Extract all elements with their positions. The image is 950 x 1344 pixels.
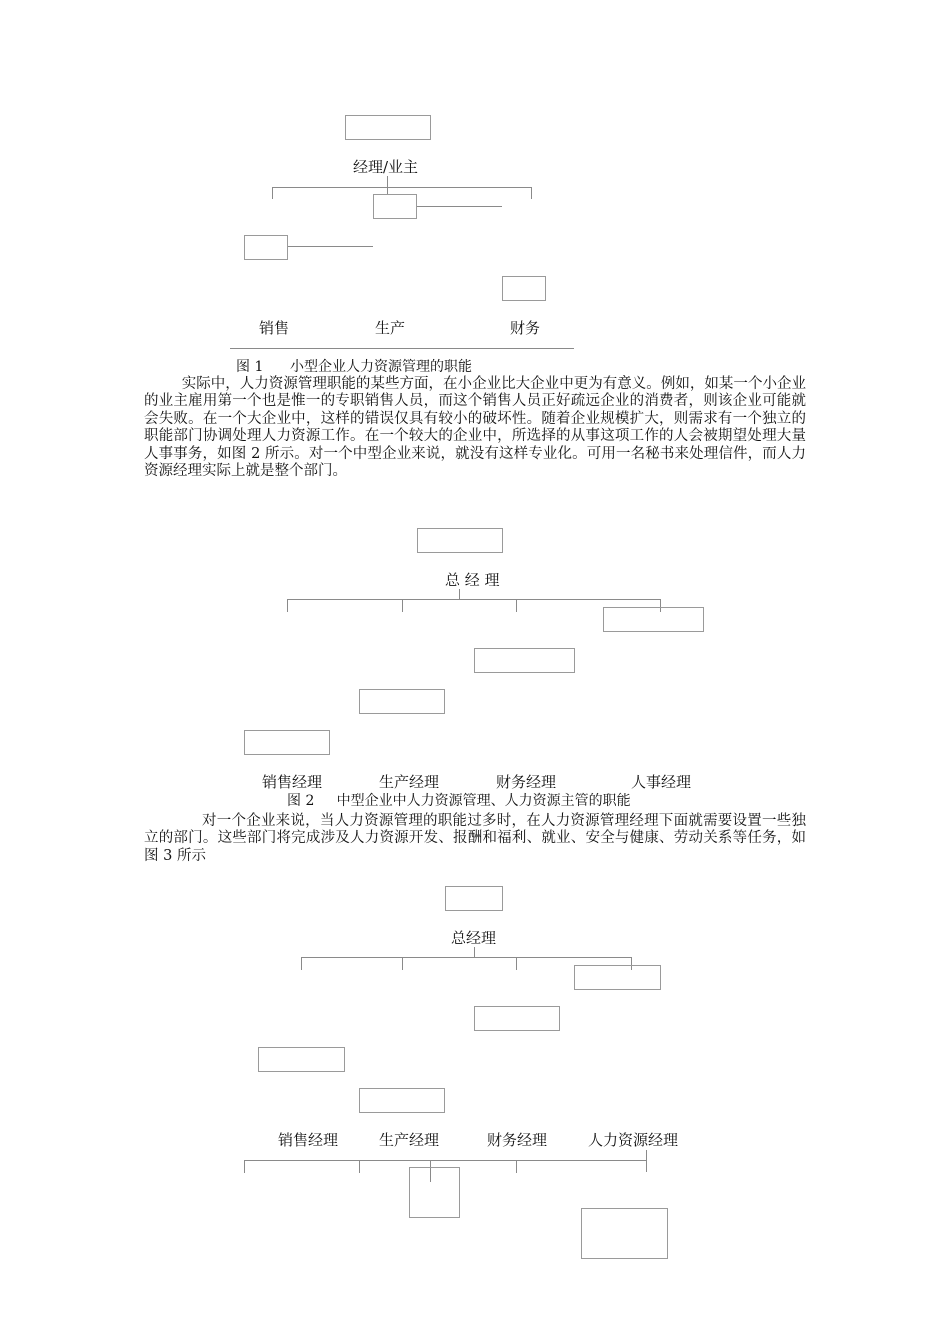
fig2-caption: 图 2 中型企业中人力资源管理、人力资源主管的职能	[287, 793, 631, 809]
fig1-box-top	[345, 115, 431, 140]
fig3-connector	[516, 1160, 517, 1173]
fig3-label-production-manager: 生产经理	[379, 1131, 440, 1149]
fig1-connector	[288, 246, 373, 247]
fig3-top-label: 总经理	[451, 929, 497, 947]
fig3-connector	[646, 1150, 647, 1172]
fig2-connector	[287, 599, 288, 612]
fig3-connector	[474, 947, 475, 957]
fig2-label-sales-manager: 销售经理	[262, 773, 323, 791]
fig3-box	[258, 1047, 345, 1072]
fig1-connector	[272, 187, 531, 188]
fig2-connector	[402, 599, 403, 612]
fig2-box	[244, 730, 330, 755]
fig2-box	[603, 607, 704, 632]
fig2-label-hr-manager: 人事经理	[631, 773, 692, 791]
fig2-connector	[287, 599, 660, 600]
fig1-box	[373, 194, 417, 219]
body-paragraph-1: 实际中，人力资源管理职能的某些方面，在小企业比大企业中更为有意义。例如，如某一个小企业的业主雇用第一个也是惟一的专职销售人员，而这个销售人员正好疏远企业的消费者，则该企业可能就会失败。在一个大企业中，这样的错误仅具有较小的破坏性。随着企业规模扩大，则需求有一个独立的职能部门协调处理人力资源工作。在一个较大的企业中，所选择的从事这项工作的人会被期望处理大量人事事务，如图 2 所示。对一个中型企业来说，就没有这样专业化。可用一名秘书来处理信件，而人力资源经理实际上就是整个部门。	[144, 376, 806, 480]
fig1-top-label: 经理/业主	[353, 158, 419, 176]
fig1-label-production: 生产	[375, 319, 406, 337]
fig3-box	[474, 1006, 560, 1031]
fig3-connector	[301, 957, 302, 970]
fig3-connector	[402, 957, 403, 970]
fig3-box	[581, 1208, 668, 1259]
fig3-label-hr-manager: 人力资源经理	[588, 1131, 679, 1149]
fig3-connector	[516, 957, 517, 970]
body-paragraph-2: 对一个企业来说，当人力资源管理的职能过多时，在人力资源管理经理下面就需要设置一些独立的部门。这些部门将完成涉及人力资源开发、报酬和福利、就业、安全与健康、劳动关系等任务，如图 3 所示	[144, 813, 806, 864]
fig1-box	[502, 276, 546, 301]
fig2-label-finance-manager: 财务经理	[496, 773, 557, 791]
fig3-label-finance-manager: 财务经理	[487, 1131, 548, 1149]
fig2-box	[359, 689, 445, 714]
fig3-box	[574, 965, 661, 990]
fig1-connector	[417, 206, 502, 207]
fig1-connector	[272, 187, 273, 199]
fig1-connector	[387, 176, 388, 194]
fig2-connector	[459, 589, 460, 599]
fig2-connector	[516, 599, 517, 612]
fig1-connector	[531, 187, 532, 199]
fig3-box-top	[445, 886, 503, 911]
fig2-box-top	[417, 528, 503, 553]
fig3-connector	[244, 1160, 245, 1173]
fig3-box	[409, 1167, 460, 1218]
fig1-label-sales: 销售	[259, 319, 290, 337]
fig3-connector	[301, 957, 631, 958]
fig1-caption: 图 1 小型企业人力资源管理的职能	[236, 359, 473, 375]
fig3-box	[359, 1088, 445, 1113]
fig2-box	[474, 648, 575, 673]
fig2-top-label: 总 经 理	[445, 571, 500, 589]
fig1-box	[244, 235, 288, 260]
fig3-connector	[244, 1160, 646, 1161]
fig1-baseline	[230, 348, 574, 349]
fig3-connector	[359, 1160, 360, 1173]
fig3-label-sales-manager: 销售经理	[278, 1131, 339, 1149]
fig1-label-finance: 财务	[510, 319, 541, 337]
fig2-label-production-manager: 生产经理	[379, 773, 440, 791]
